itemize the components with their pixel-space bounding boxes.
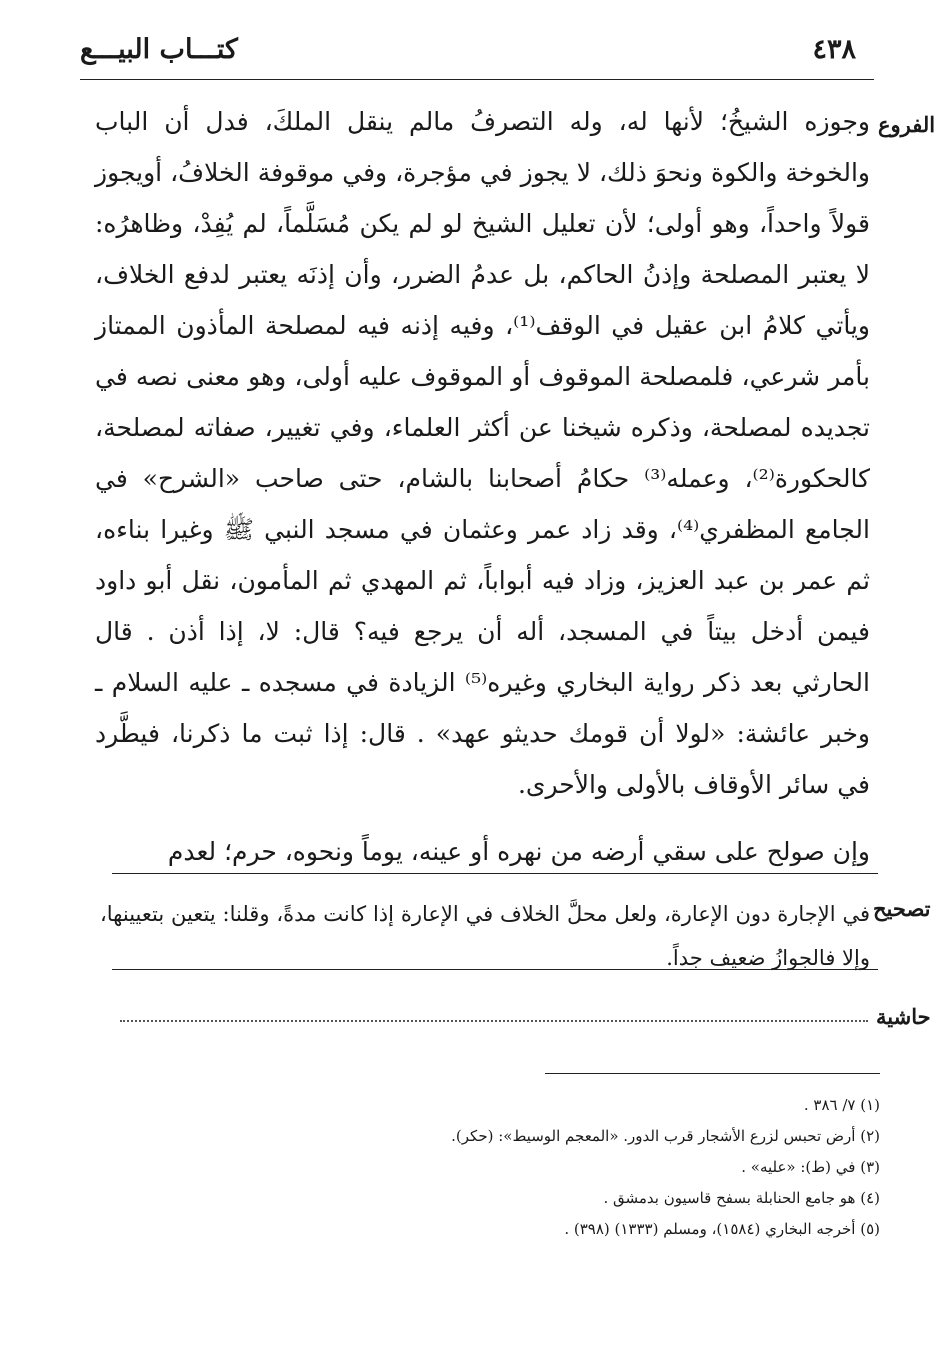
footnote-item: (٥) أخرجه البخاري (١٥٨٤)، ومسلم (١٣٣٣) (٣٩٨) . (564, 1220, 880, 1238)
page-header (80, 34, 864, 76)
tashih-top-rule (112, 873, 878, 874)
margin-label-tashih: تصحيح (873, 896, 931, 921)
footnote-separator (545, 1073, 880, 1074)
margin-label-furu: الفروع (878, 112, 936, 137)
footnote-item: (٣) في (ط): «عليه» . (741, 1158, 880, 1176)
main-paragraph: وجوزه الشيخُ؛ لأنها له، وله التصرفُ مالم ينقل الملكَ، فدل أن الباب والخوخة والكوة ونحوَ ذلك، لا يجوز في مؤجرة، وفي موقوفة الخلافُ، أويجوز قولاً واحداً، وهو أولى؛ لأن تعليل الشيخ لو لم يكن مُسَلَّماً، لم يُفِدْ، وظاهرُه: لا يعتبر المصلحة وإذنُ الحاكم، بل عدمُ الضرر، وأن إذنَه يعتبر لدفع الخلاف، ويأتي كلامُ ابن عقيل في الوقف⁽¹⁾، وفيه إذنه فيه لمصلحة المأذون الممتاز بأمر شرعي، فلمصلحة الموقوف أو الموقوف عليه أولى، وهو معنى نصه في تجديده لمصلحة، وذكره شيخنا عن أكثر العلماء، وفي تغيير، صفاته لمصلحة، كالحكورة⁽²⁾، وعمله⁽³⁾ حكامُ أصحابنا بالشام، حتى صاحب «الشرح» في الجامع المظفري⁽⁴⁾، وقد زاد عمر وعثمان في مسجد النبي ﷺ وغيرا بناءه، ثم عمر بن عبد العزيز، وزاد فيه أبواباً، ثم المهدي ثم المأمون، نقل أبو داود فيمن أدخل بيتاً في المسجد، أله أن يرجع فيه؟ قال: لا، إذا أذن . قال الحارثي بعد ذكر رواية البخاري وغيره⁽⁵⁾ الزيادة في مسجده ـ عليه السلام ـ وخبر عائشة: «لولا أن قومك حديثو عهد» . قال: إذا ثبت ما ذكرنا، فيطَّرد في سائر الأوقاف بالأولى والأحرى. (95, 107, 871, 799)
main-paragraph: وإن صولح على سقي أرضه من نهره أو عينه، يوماً ونحوه، حرم؛ لعدم (167, 837, 870, 866)
margin-label-hashiya: حاشية (876, 1004, 931, 1029)
page-number: ٤٣٨ (812, 34, 856, 65)
tashih-bottom-rule (112, 969, 878, 970)
main-text (95, 96, 870, 877)
footnote-item: (١) ٧/ ٣٨٦ . (803, 1096, 880, 1114)
tashih-text: في الإجارة دون الإعارة، ولعل محلَّ الخلاف في الإعارة إذا كانت مدةً، وقلنا: يتعين بتعيينها، وإلا فالجوازُ ضعيف جداً. (100, 902, 870, 970)
hashiya-dotted-line (120, 1020, 868, 1022)
running-title: كتـــاب البيـــع (80, 34, 238, 65)
footnotes (300, 1090, 880, 1245)
footnote-item: (٤) هو جامع الحنابلة بسفح قاسيون بدمشق . (603, 1189, 880, 1207)
header-rule (80, 79, 874, 80)
footnote-item: (٢) أرض تحبس لزرع الأشجار قرب الدور. «المعجم الوسيط»: (حكر). (451, 1127, 880, 1145)
